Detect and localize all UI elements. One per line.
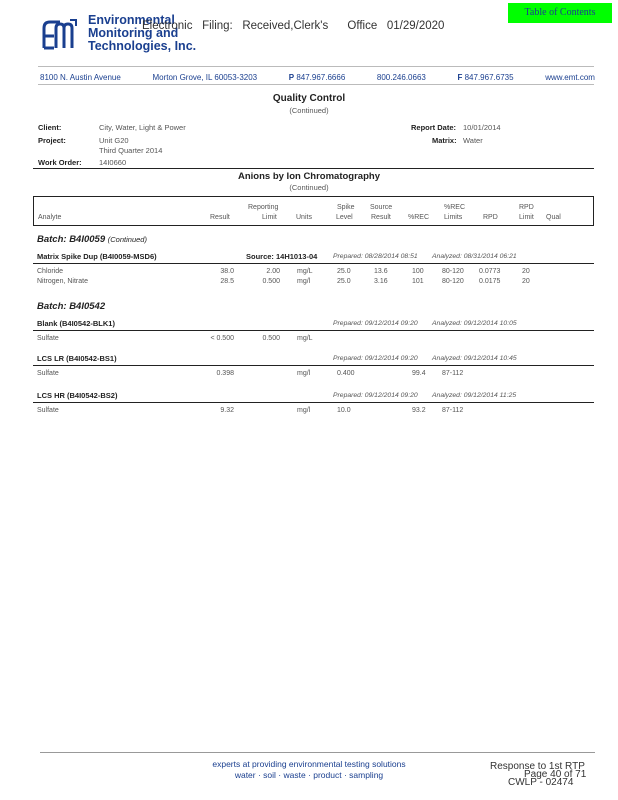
sample-rule bbox=[33, 365, 594, 366]
matrix-label: Matrix: bbox=[432, 136, 457, 145]
client-value: City, Water, Light & Power bbox=[99, 123, 186, 132]
response-label: Response to 1st RTP bbox=[490, 761, 585, 772]
col-rpd-limit: Limit bbox=[519, 214, 534, 221]
col-limit: Limit bbox=[262, 214, 277, 221]
col-spike: Spike bbox=[337, 204, 355, 211]
analyzed-date: Analyzed: 09/12/2014 11:25 bbox=[432, 392, 517, 399]
section-subtitle: (Continued) bbox=[289, 183, 329, 192]
prepared-date: Prepared: 09/12/2014 09:20 bbox=[333, 320, 418, 327]
col-units: Units bbox=[296, 214, 312, 221]
page-number: Page 40 of 71 bbox=[524, 769, 587, 780]
report-meta bbox=[0, 0, 618, 170]
col-level: Level bbox=[336, 214, 353, 221]
lcs-lr-name: LCS LR (B4I0542-BS1) bbox=[37, 354, 117, 363]
footer-rule bbox=[40, 752, 595, 753]
sample-rule bbox=[33, 330, 594, 331]
city: Morton Grove, IL 60053-3203 bbox=[152, 73, 258, 82]
analyzed-date: Analyzed: 08/31/2014 06:21 bbox=[432, 253, 517, 260]
batch-title: Batch: B4I0542 bbox=[37, 301, 106, 312]
project-value: Unit G20 bbox=[99, 136, 129, 145]
sample-name: Matrix Spike Dup (B4I0059-MSD6) bbox=[37, 252, 157, 261]
table-of-contents-button[interactable]: Table of Contents bbox=[508, 3, 612, 23]
col-qual: Qual bbox=[546, 214, 561, 221]
filing-stamp: Electronic Filing: Received,Clerk's Office 01/29/2020 bbox=[142, 20, 445, 32]
blank-name: Blank (B4I0542-BLK1) bbox=[37, 319, 115, 328]
sample-rule bbox=[33, 263, 594, 264]
fax: F 847.967.6735 bbox=[457, 73, 514, 82]
report-subtitle: (Continued) bbox=[289, 106, 329, 115]
project-quarter: Third Quarter 2014 bbox=[99, 146, 163, 155]
batch-title: Batch: B4I0059 (Continued) bbox=[37, 234, 147, 245]
col-limits: Limits bbox=[444, 214, 463, 221]
col-result: Result bbox=[210, 214, 230, 221]
prepared-date: Prepared: 09/12/2014 09:20 bbox=[333, 392, 418, 399]
col-analyte: Analyte bbox=[38, 214, 62, 221]
col-rec: %REC bbox=[408, 214, 430, 221]
report-date-label: Report Date: bbox=[411, 123, 457, 132]
street: 8100 N. Austin Avenue bbox=[40, 73, 121, 82]
phone: P 847.967.6666 bbox=[288, 73, 346, 82]
tollfree: 800.246.0663 bbox=[376, 73, 426, 82]
work-order-value: 14I0660 bbox=[99, 158, 127, 167]
cwlp-number: CWLP - 02474 bbox=[508, 777, 574, 788]
company-name: Environmental Monitoring and Technologies, Inc. bbox=[88, 13, 197, 53]
client-label: Client: bbox=[38, 123, 62, 132]
col-rpd-top: RPD bbox=[519, 204, 534, 211]
prepared-date: Prepared: 08/28/2014 08:51 bbox=[333, 253, 418, 260]
sample-source: Source: 14H1013-04 bbox=[246, 252, 318, 261]
analyzed-date: Analyzed: 09/12/2014 10:05 bbox=[432, 320, 517, 327]
lcs-hr-name: LCS HR (B4I0542-BS2) bbox=[37, 391, 118, 400]
footer-services: water · soil · waste · product · sampling bbox=[234, 770, 384, 780]
section-rule bbox=[33, 168, 594, 169]
project-label: Project: bbox=[38, 136, 66, 145]
sample-rule bbox=[33, 402, 594, 403]
report-title: Quality Control bbox=[272, 93, 346, 104]
analyzed-date: Analyzed: 09/12/2014 10:45 bbox=[432, 355, 517, 362]
col-rpd: RPD bbox=[483, 214, 498, 221]
col-rec-top: %REC bbox=[444, 204, 466, 211]
column-header bbox=[33, 196, 594, 226]
report-date-value: 10/01/2014 bbox=[463, 123, 501, 132]
col-source-result: Result bbox=[371, 214, 391, 221]
section-title: Anions by Ion Chromatography bbox=[238, 171, 380, 182]
matrix-value: Water bbox=[463, 136, 483, 145]
work-order-label: Work Order: bbox=[38, 158, 82, 167]
prepared-date: Prepared: 09/12/2014 09:20 bbox=[333, 355, 418, 362]
col-reporting: Reporting bbox=[248, 204, 279, 211]
website-link[interactable]: www.emt.com bbox=[545, 73, 595, 82]
col-source: Source bbox=[370, 204, 393, 211]
footer-tagline: experts at providing environmental testing solutions bbox=[212, 759, 406, 769]
